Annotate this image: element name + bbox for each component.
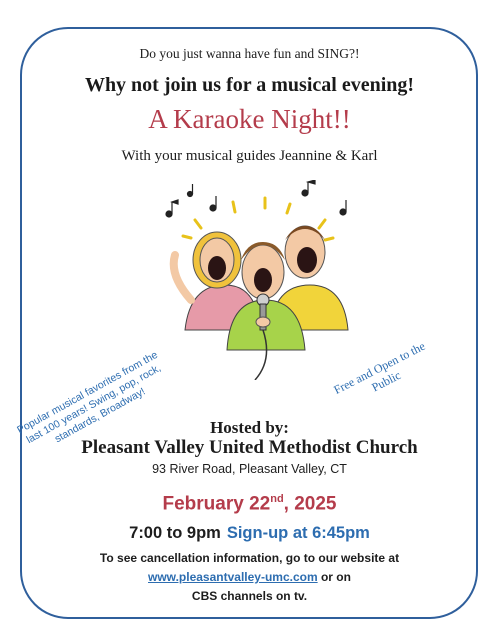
website-after-text: or on [317, 570, 351, 584]
question-heading: Why not join us for a musical evening! [84, 74, 415, 96]
event-date [0, 493, 499, 515]
event-time: 7:00 to 9pm [129, 524, 221, 542]
website-link[interactable]: www.pleasantvalley-umc.com [148, 570, 318, 584]
date-year: , 2025 [283, 493, 337, 515]
time-row [0, 524, 499, 543]
intro-text: Do you just wanna have fun and SING?! [139, 46, 360, 61]
event-title: A Karaoke Night!! [148, 104, 351, 134]
side-note-free-open: Free and Open to the Public [331, 338, 428, 397]
guides-text: With your musical guides Jeannine & Karl [121, 148, 378, 164]
date-ordinal: nd [270, 493, 284, 505]
church-name: Pleasant Valley United Methodist Church [81, 437, 418, 458]
signup-time: Sign-up at 6:45pm [226, 524, 370, 542]
cancellation-info: To see cancellation information, go to our website at [99, 551, 400, 565]
side-note-popular-favorites: Popular musical favorites from the last 100 years! Swing, pop, rock, standards, Broadway! [15, 348, 164, 447]
three-singers-karaoke-icon [155, 180, 355, 380]
website-row [0, 570, 499, 584]
cbs-channels-note: CBS channels on tv. [191, 589, 308, 603]
date-month-day: February 22 [162, 493, 271, 515]
hosted-by-label: Hosted by: [210, 418, 289, 437]
church-address: 93 River Road, Pleasant Valley, CT [152, 462, 347, 476]
